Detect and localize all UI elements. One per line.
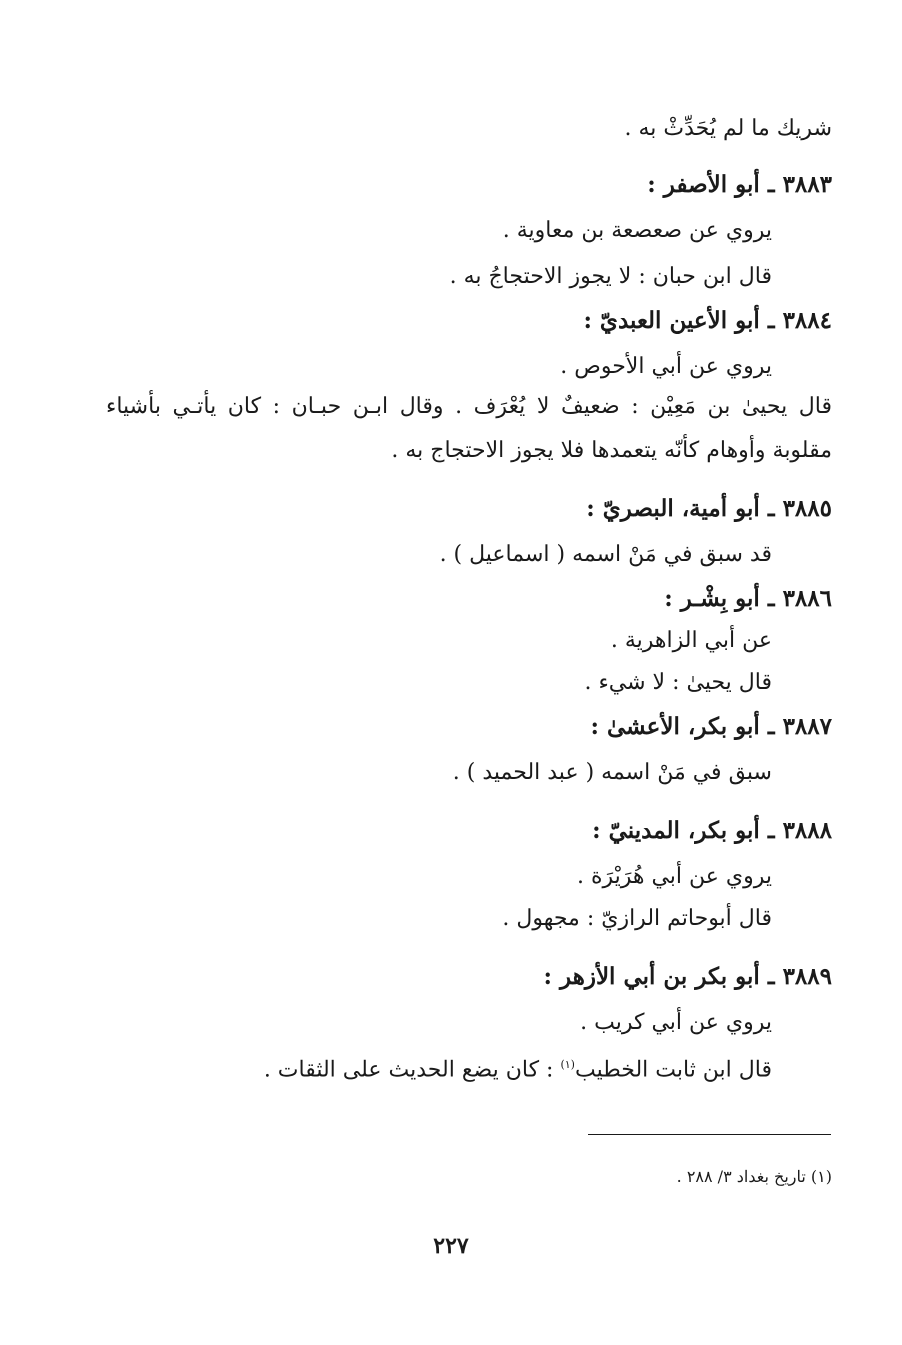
entry-text-part: : كان يضع الحديث على الثقات .: [263, 1057, 561, 1083]
entry-heading-3887: ٣٨٨٧ ـ أبو بكر، الأعشىٰ :: [590, 713, 832, 740]
entry-heading-3888: ٣٨٨٨ ـ أبو بكر، المدينيّ :: [592, 817, 832, 844]
entry-text-with-footnote: [264, 1050, 772, 1085]
continuation-line: شريك ما لم يُحَدِّثْ به .: [624, 116, 832, 141]
entry-heading-3884: ٣٨٨٤ ـ أبو الأعين العبديّ :: [583, 307, 832, 334]
entry-text: مقلوبة وأوهام كأنّه يتعمدها فلا يجوز الاحتجاج به .: [391, 438, 832, 463]
entry-heading-3886: ٣٨٨٦ ـ أبو بِشْـر :: [664, 585, 832, 612]
entry-text-part: قال ابن ثابت الخطيب: [574, 1057, 772, 1083]
entry-heading-3885: ٣٨٨٥ ـ أبو أمية، البصريّ :: [586, 495, 832, 522]
entry-text: يروي عن أبي الأحوص .: [560, 354, 772, 379]
footnote-divider: [588, 1134, 831, 1135]
footnote: (١) تاريخ بغداد ٣/ ٢٨٨ .: [676, 1167, 832, 1186]
footnote-marker: (١): [560, 1058, 575, 1071]
entry-text: يروي عن أبي كريب .: [580, 1010, 772, 1035]
entry-heading-3883: ٣٨٨٣ ـ أبو الأصفر :: [647, 171, 832, 198]
entry-text: يروي عن صعصعة بن معاوية .: [502, 218, 772, 243]
entry-text: قال ابن حبان : لا يجوز الاحتجاجُ به .: [449, 264, 772, 289]
entry-text: قال يحيىٰ : لا شيء .: [584, 670, 772, 695]
page-number: ٢٢٧: [433, 1233, 469, 1259]
entry-text: عن أبي الزاهرية .: [610, 628, 772, 653]
entry-text: قال يحيىٰ بن مَعِيْن : ضعيفٌ لا يُعْرَف . وقال ابـن حبـان : كان يأتـي بأشياء: [106, 394, 832, 419]
entry-text: قال أبوحاتم الرازيّ : مجهول .: [502, 906, 772, 931]
entry-heading-3889: ٣٨٨٩ ـ أبو بكر بن أبي الأزهر :: [543, 963, 832, 990]
entry-text: قد سبق في مَنْ اسمه ( اسماعيل ) .: [439, 542, 772, 567]
entry-text: يروي عن أبي هُرَيْرَة .: [576, 864, 772, 889]
entry-text: سبق في مَنْ اسمه ( عبد الحميد ) .: [452, 760, 772, 785]
